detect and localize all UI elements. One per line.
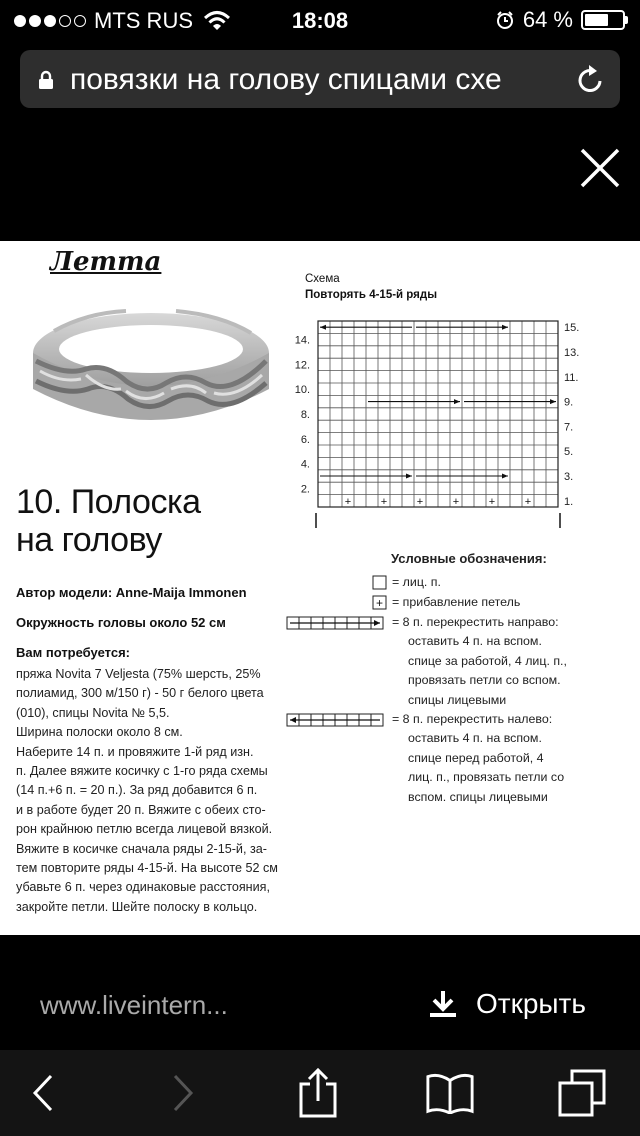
legend-text: вспом. спицы лицевыми: [408, 789, 548, 804]
instruction-line: тем повторите ряды 4-15-й. На высоте 52 см: [16, 861, 278, 876]
instruction-line: закройте петли. Шейте полоску в кольцо.: [16, 899, 258, 914]
row-label-left: 6.: [300, 433, 310, 446]
instruction-line: Наберите 14 п. и провяжите 1-й ряд изн.: [16, 744, 254, 759]
legend-title: Условные обозначения:: [391, 551, 547, 566]
status-bar: [0, 0, 640, 40]
legend-text: оставить 4 п. на вспом.: [408, 731, 542, 746]
share-button[interactable]: [293, 1068, 343, 1118]
cable-cross-arrow: [502, 474, 508, 479]
legend-symbol-icon: [286, 712, 386, 728]
instruction-line: и в работе будет 20 п. Вяжите с обеих сто-: [16, 802, 266, 817]
back-icon: [31, 1073, 55, 1113]
row-label-left: 2.: [300, 483, 310, 496]
status-right: [495, 7, 628, 33]
increase-mark: +: [380, 495, 388, 508]
download-icon: [428, 989, 458, 1019]
lock-icon: [38, 70, 54, 90]
legend-text: спице перед работой, 4: [408, 750, 544, 765]
legend-text: = прибавление петель: [392, 595, 521, 609]
legend-text: = лиц. п.: [392, 575, 441, 589]
row-label-right: 3.: [564, 471, 574, 483]
legend-text: спице за работой, 4 лиц. п.,: [408, 653, 567, 668]
row-label-right: 5.: [564, 446, 574, 459]
legend-text: спицы лицевыми: [408, 692, 507, 707]
row-label-right: 9.: [564, 396, 574, 409]
tabs-button[interactable]: [557, 1068, 607, 1118]
legend-text: = 8 п. перекрестить налево:: [392, 712, 553, 726]
carrier-label: MTS RUS: [94, 8, 193, 33]
svg-text:+: +: [375, 596, 384, 610]
row-label-left: 12.: [294, 359, 310, 372]
cable-cross-arrow: [502, 325, 508, 330]
cable-cross-arrow: [406, 474, 412, 479]
row-label-left: 8.: [300, 409, 310, 421]
instruction-line: рон крайнюю петлю всегда лицевой вязкой.: [16, 822, 273, 837]
share-icon: [295, 1068, 341, 1118]
legend-text: = 8 п. перекрестить направо:: [392, 615, 559, 629]
scheme-title: Схема Повторять 4-15-й ряды: [305, 273, 438, 301]
url-text[interactable]: повязки на голову спицами схе: [70, 63, 502, 96]
increase-mark: +: [524, 495, 532, 508]
source-link[interactable]: www.liveintern...: [40, 990, 228, 1020]
address-bar[interactable]: [20, 50, 620, 108]
row-label-left: 4.: [300, 458, 310, 471]
row-label-right: 15.: [564, 322, 580, 335]
forward-button[interactable]: [158, 1068, 208, 1118]
cable-cross-arrow: [550, 399, 556, 404]
open-label: Открыть: [476, 988, 586, 1019]
legend-text: лиц. п., провязать петли со: [408, 770, 565, 785]
row-label-right: 11.: [564, 371, 579, 384]
instruction-line: Ширина полоски около 8 см.: [16, 725, 183, 740]
open-button[interactable]: [428, 988, 586, 1020]
instruction-line: Вяжите в косичке сначала ряды 2-15-й, за-: [16, 841, 267, 856]
materials-title: Вам потребуется:: [16, 645, 130, 660]
pattern-title: 10. Полоска на голову: [16, 483, 201, 559]
instruction-line: (14 п.+6 п. = 20 п.). За ряд добавится 6 п.: [16, 783, 258, 798]
clock: 18:08: [291, 8, 349, 33]
row-label-right: 7.: [564, 421, 574, 434]
cable-cross-arrow: [320, 325, 326, 330]
battery-icon: [581, 10, 625, 30]
instruction-line: пряжа Novita 7 Veljesta (75% шерсть, 25%: [16, 667, 261, 681]
headband-photo: [26, 301, 276, 436]
reload-icon[interactable]: [576, 63, 606, 95]
magazine-brand: Летта: [50, 247, 162, 277]
browser-toolbar: [0, 1050, 640, 1136]
instruction-line: п. Далее вяжите косичку с 1-го ряда схемы: [16, 764, 268, 779]
increase-mark: +: [452, 495, 460, 508]
legend-text: оставить 4 п. на вспом.: [408, 634, 542, 649]
instructions-text: [16, 665, 284, 917]
legend-text: провязать петли со вспом.: [408, 673, 561, 688]
knitting-chart: [286, 313, 596, 528]
back-button[interactable]: [18, 1068, 68, 1118]
magazine-page: [0, 241, 640, 935]
battery-percent: 64 %: [522, 7, 573, 32]
author-line: Автор модели: Anne-Maija Immonen: [16, 585, 247, 600]
tabs-icon: [558, 1069, 606, 1117]
legend-symbol-icon: [372, 575, 390, 591]
row-label-right: 13.: [564, 347, 580, 359]
forward-icon: [171, 1073, 195, 1113]
instruction-line: (010), спицы Novita № 5,5.: [16, 705, 170, 720]
row-label-left: 10.: [294, 384, 310, 397]
bookmarks-icon: [425, 1072, 475, 1114]
increase-mark: +: [488, 495, 496, 508]
bookmarks-button[interactable]: [425, 1068, 475, 1118]
increase-mark: +: [344, 495, 352, 508]
legend-symbol-icon: [286, 615, 386, 631]
legend-symbol-icon: [372, 595, 390, 611]
row-label-right: 1.: [564, 495, 574, 508]
close-icon[interactable]: [578, 146, 622, 190]
instruction-line: полиамид, 300 м/150 г) - 50 г белого цвета: [16, 686, 264, 701]
size-line: Окружность головы около 52 см: [16, 615, 226, 630]
cable-cross-arrow: [454, 399, 460, 404]
chart-bracket: [316, 513, 560, 528]
increase-mark: +: [416, 495, 424, 508]
instruction-line: убавьте 6 п. через одинаковые расстояния,: [16, 880, 270, 895]
row-label-left: 14.: [294, 334, 310, 347]
alarm-icon: [495, 10, 515, 30]
